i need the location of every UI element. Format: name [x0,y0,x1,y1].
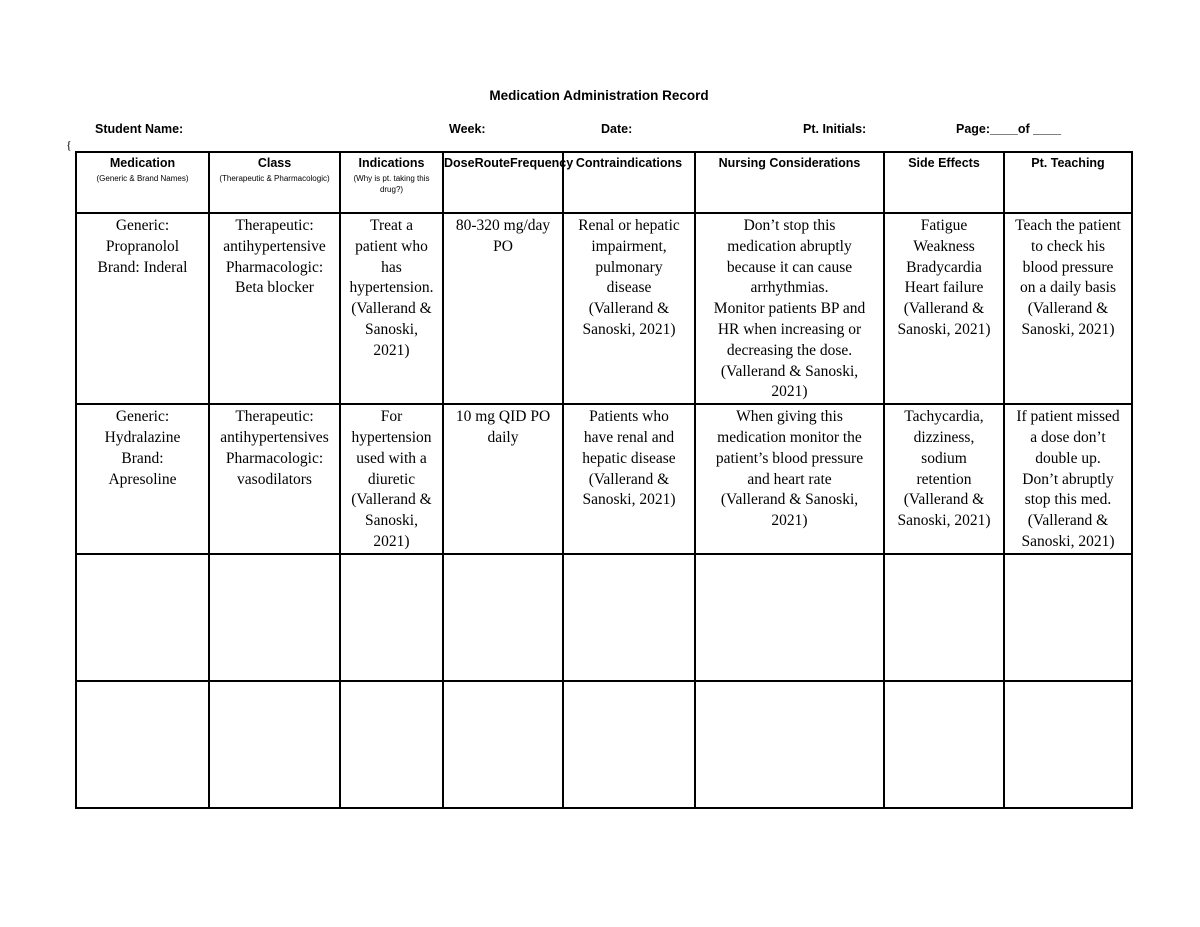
text-line: 10 mg QID PO [455,408,551,426]
text-line: medication abruptly [727,237,852,255]
cell-side-effects[interactable] [884,681,1004,808]
text-line: Sanoski, [365,512,418,530]
cell-class [209,213,340,404]
text-line: impairment, [591,237,667,255]
text-line: Monitor patients BP and [713,300,866,318]
cell-dose[interactable] [443,681,563,808]
cell-side-effects[interactable] [884,554,1004,681]
cell-pt-teaching [1004,404,1132,554]
cell-dose [443,213,563,404]
table-header-row [76,152,1132,213]
table-row-empty [76,681,1132,808]
cell-contraindications[interactable] [563,681,695,808]
text-line: (Vallerand & [903,491,985,509]
text-line: 2021) [373,341,410,359]
header-label: Contraindications [575,156,683,170]
text-line: decreasing the dose. [726,341,853,359]
text-line: Beta blocker [235,279,314,297]
cell-dose[interactable] [443,554,563,681]
cell-pt-teaching[interactable] [1004,681,1132,808]
text-line: Tachycardia, [904,408,984,426]
header-side-effects [884,152,1004,213]
header-contraindications [563,152,695,213]
text-line: 2021) [771,512,808,530]
cell-nursing-considerations[interactable] [695,554,884,681]
text-line: Pharmacologic: [225,449,324,467]
text-line: patient’s blood pressure [715,449,864,467]
cell-side-effects [884,213,1004,404]
text-line: If patient missed [1016,408,1120,426]
text-line: HR when increasing or [717,320,862,338]
text-line: Sanoski, 2021) [1021,320,1115,338]
text-line: Heart failure [904,279,984,297]
header-label: Nursing Considerations [718,156,861,170]
text-line: Pharmacologic: [225,258,324,276]
cell-nursing-considerations [695,213,884,404]
text-line: has [381,258,402,276]
date-label: Date: [601,122,633,136]
cell-indications [340,213,443,404]
header-sublabel: (Why is pt. taking this drug?) [353,174,430,194]
cell-medication[interactable] [76,681,209,808]
cell-class[interactable] [209,681,340,808]
text-line: Brand: [121,449,164,467]
text-line: blood pressure [1022,258,1114,276]
text-line: vasodilators [237,470,312,488]
text-line: Sanoski, 2021) [897,320,991,338]
text-line: Fatigue [920,217,968,234]
text-line: daily [487,428,519,446]
text-line: hepatic disease [582,449,676,467]
text-line: Therapeutic: [235,408,314,426]
text-line: medication monitor the [717,428,862,446]
text-line: because it can cause [726,258,853,276]
text-line: Sanoski, 2021) [582,491,676,509]
text-line: Sanoski, 2021) [582,320,676,338]
text-line: Route [474,156,510,170]
pt-initials-label: Pt. Initials: [803,122,867,136]
text-line: to check his [1030,237,1106,255]
text-line: (Vallerand & [1027,512,1109,530]
header-sublabel: (Therapeutic & Pharmacologic) [219,174,330,183]
text-line: (Vallerand & [351,491,432,509]
text-line: Generic: [115,217,170,234]
text-line: Don’t stop this [743,217,836,234]
text-line: Sanoski, 2021) [1021,532,1115,550]
header-pt-teaching [1004,152,1132,213]
text-line: 80-320 mg/day [455,217,551,234]
stray-brace-mark: { [66,138,72,152]
text-line: Weakness [913,237,975,255]
text-line: hypertension [351,428,432,446]
text-line: For [380,408,403,426]
header-sublabel: (Generic & Brand Names) [96,174,189,183]
text-line: (Vallerand & Sanoski, [720,491,859,509]
header-label: Side Effects [908,156,980,170]
table-row [76,213,1132,404]
cell-pt-teaching[interactable] [1004,554,1132,681]
header-label: Medication [109,156,176,170]
text-line: Therapeutic: [235,217,314,234]
student-name-label: Student Name: [95,122,184,136]
header-label: Pt. Teaching [1031,156,1105,170]
page-number-label: Page:____of ____ [956,122,1061,136]
text-line: antihypertensive [223,237,326,255]
cell-medication [76,404,209,554]
header-medication [76,152,209,213]
text-line: patient who [355,237,428,255]
text-line: (Vallerand & [588,470,670,488]
text-line: sodium [921,449,967,467]
text-line: on a daily basis [1020,279,1116,297]
text-line: Brand: Inderal [97,258,188,276]
text-line: (Vallerand & Sanoski, [720,362,859,380]
header-label: Class [257,156,292,170]
text-line: Patients who [589,408,669,426]
text-line: Apresoline [108,470,177,488]
cell-medication [76,213,209,404]
text-line: When giving this [736,408,843,426]
text-line: stop this med. [1024,491,1112,509]
cell-indications[interactable] [340,681,443,808]
header-label: Indications [358,156,425,170]
cell-contraindications [563,213,695,404]
header-label [444,156,573,170]
header-indications [340,152,443,213]
cell-pt-teaching [1004,213,1132,404]
text-line: Treat a [370,217,413,234]
text-line: and heart rate [747,470,832,488]
text-line: pulmonary [595,258,663,276]
text-line: Hydralazine [104,428,181,446]
text-line: PO [493,237,513,255]
text-line: Sanoski, 2021) [897,512,991,530]
text-line: (Vallerand & [588,300,670,318]
text-line: (Vallerand & [903,300,985,318]
cell-side-effects [884,404,1004,554]
text-line: diuretic [367,470,416,488]
table-row [76,404,1132,554]
text-line: Bradycardia [906,258,982,276]
text-line: arrhythmias. [750,279,829,297]
text-line: (Vallerand & [351,300,432,318]
header-nursing-considerations [695,152,884,213]
text-line: used with a [356,449,427,467]
text-line: dizziness, [913,428,975,446]
cell-contraindications [563,404,695,554]
medication-record-table [75,151,1133,809]
text-line: antihypertensives [220,428,329,446]
text-line: (Vallerand & [1027,300,1109,318]
table-row-empty [76,554,1132,681]
week-label: Week: [449,122,486,136]
cell-nursing-considerations [695,404,884,554]
text-line: hypertension. [349,279,434,297]
cell-dose [443,404,563,554]
cell-class [209,404,340,554]
text-line: Dose [444,156,475,170]
text-line: Don’t abruptly [1022,470,1114,488]
cell-medication[interactable] [76,554,209,681]
cell-class[interactable] [209,554,340,681]
text-line: Generic: [115,408,170,426]
text-line: double up. [1035,449,1101,467]
text-line: Propranolol [105,237,180,255]
cell-nursing-considerations[interactable] [695,681,884,808]
text-line: a dose don’t [1030,428,1106,446]
text-line: 2021) [771,383,808,401]
text-line: retention [916,470,972,488]
text-line: Renal or hepatic [578,217,680,234]
cell-indications[interactable] [340,554,443,681]
text-line: have renal and [583,428,675,446]
text-line: Teach the patient [1015,217,1121,234]
header-dose-route-frequency [443,152,574,213]
header-class [209,152,340,213]
text-line: 2021) [373,532,410,550]
text-line: Sanoski, [365,320,418,338]
cell-contraindications[interactable] [563,554,695,681]
text-line: disease [606,279,652,297]
cell-indications [340,404,443,554]
text-line: Frequency [510,156,574,170]
page-title: Medication Administration Record [489,88,709,103]
